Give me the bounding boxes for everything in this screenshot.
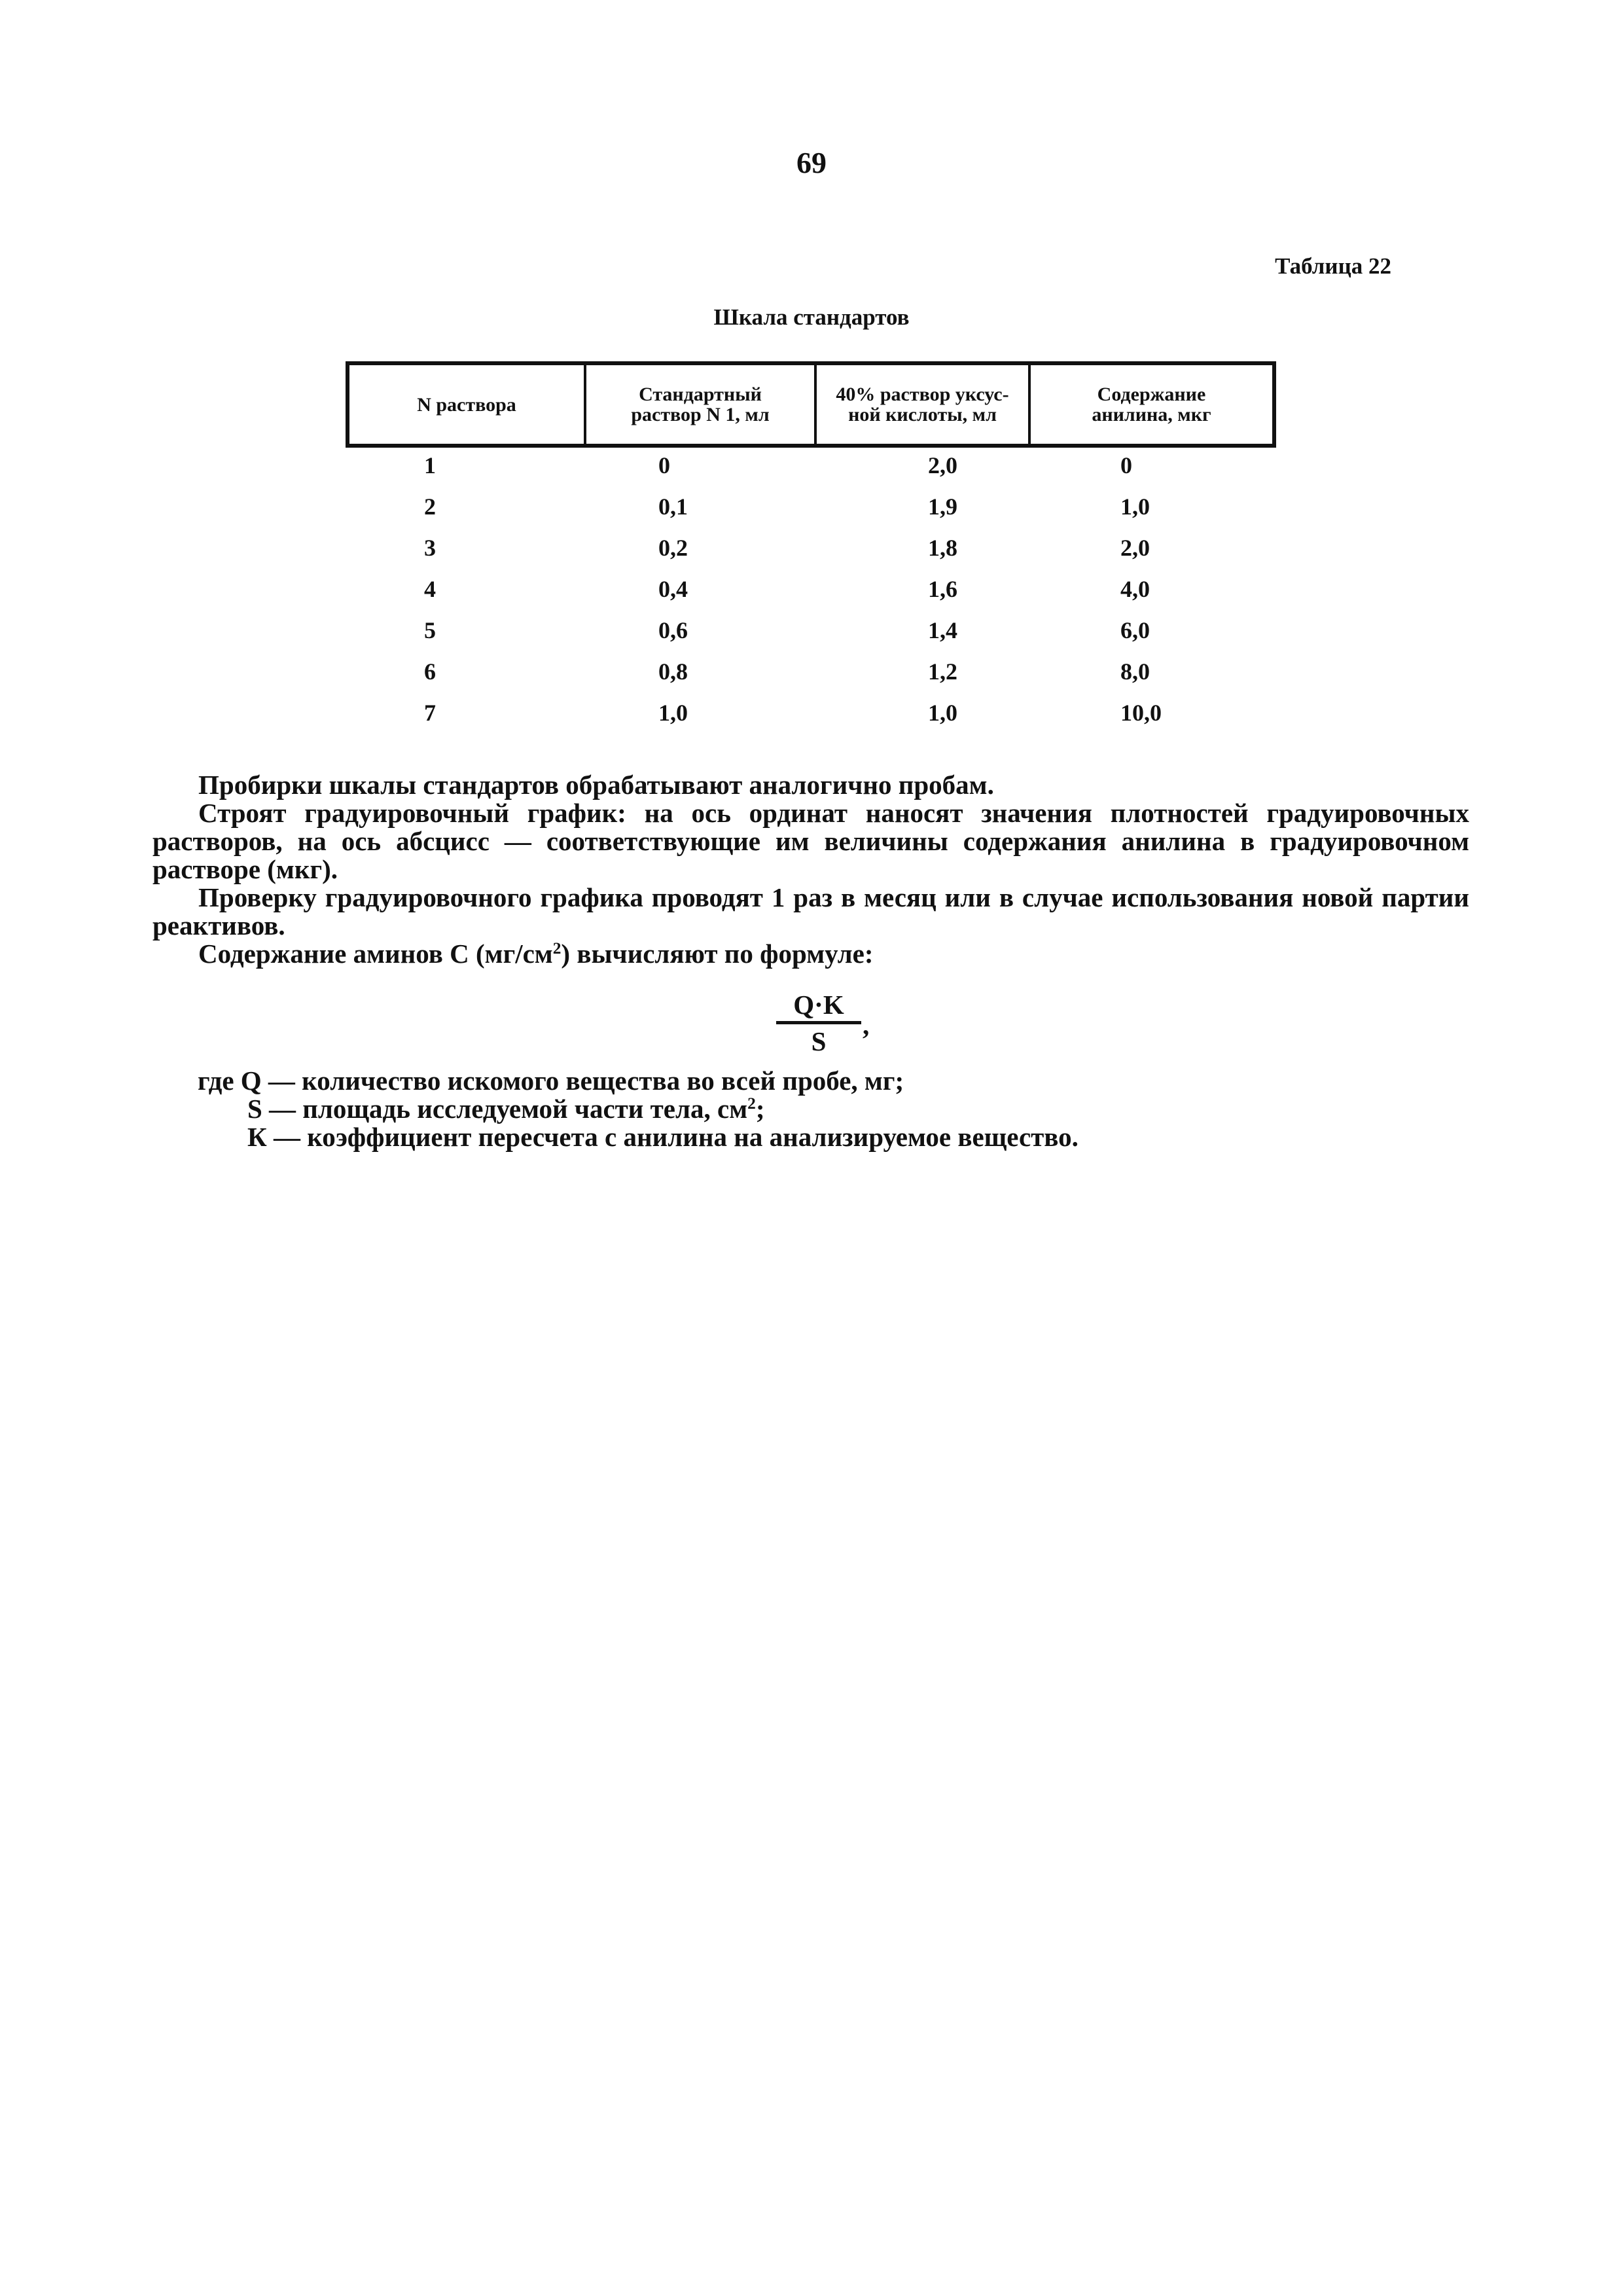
paragraph-standards-treated: Пробирки шкалы стандартов обрабатывают аналогично пробам.: [198, 770, 994, 800]
legend-s-end: ;: [755, 1094, 765, 1124]
header-acetic-acid: 40% раствор уксус- ной кислоты, мл: [817, 365, 1031, 444]
legend-q: где Q — количество искомого вещества во всей пробе, мг;: [198, 1066, 904, 1096]
cell-acid: 1,8: [928, 535, 957, 561]
cell-number: 3: [424, 535, 436, 561]
page-number: 69: [796, 146, 827, 179]
cell-acid: 2,0: [928, 452, 957, 478]
paragraph-calibration-line-1: Строят градуировочный график: на ось ординат наносят значения плотностей градуировочных: [198, 798, 1469, 828]
cell-acid: 1,9: [928, 493, 957, 520]
cell-standard: 0,2: [658, 535, 688, 561]
cell-aniline: 2,0: [1120, 535, 1150, 561]
paragraph-verification-line-1: Проверку градуировочного графика проводят 1 раз в месяц или в случае использования новой партии: [198, 882, 1469, 912]
superscript: 2: [747, 1094, 756, 1113]
header-aniline-content: Содержание анилина, мкг: [1092, 384, 1211, 425]
cell-number: 4: [424, 576, 436, 602]
cell-standard: 0,8: [658, 658, 688, 685]
paragraph-calibration-line-2: растворов, на ось абсцисс — соответствующие им величины содержания анилина в градуировочном: [152, 826, 1469, 856]
formula-numerator: Q·K: [776, 988, 861, 1024]
paragraph-calibration-line-3: растворе (мкг).: [152, 854, 338, 884]
cell-standard: 0: [658, 452, 670, 478]
cell-standard: 0,1: [658, 493, 688, 520]
header-standard-solution: Стандартный раствор N 1, мл: [586, 365, 817, 444]
legend-k: К — коэффициент пересчета с анилина на анализируемое вещество.: [247, 1122, 1079, 1152]
cell-aniline: 10,0: [1120, 700, 1162, 726]
cell-aniline: 8,0: [1120, 658, 1150, 685]
table-header: [346, 361, 1276, 448]
cell-aniline: 6,0: [1120, 617, 1150, 643]
cell-number: 5: [424, 617, 436, 643]
formula-denominator: S: [811, 1026, 827, 1056]
cell-standard: 0,6: [658, 617, 688, 643]
cell-acid: 1,6: [928, 576, 957, 602]
table-label: Таблица 22: [1275, 253, 1391, 279]
paragraph-formula-intro: [152, 938, 1469, 969]
cell-aniline: 1,0: [1120, 493, 1150, 520]
cell-aniline: 0: [1120, 452, 1132, 478]
formula-fraction: [776, 988, 861, 1058]
cell-acid: 1,0: [928, 700, 957, 726]
legend-s: [247, 1093, 1564, 1124]
cell-standard: 0,4: [658, 576, 688, 602]
header-solution-number: N раствора: [349, 365, 586, 444]
cell-number: 7: [424, 700, 436, 726]
cell-number: 1: [424, 452, 436, 478]
table-title: Шкала стандартов: [713, 304, 910, 330]
formula-comma: ,: [863, 1010, 870, 1040]
cell-aniline: 4,0: [1120, 576, 1150, 602]
cell-acid: 1,4: [928, 617, 957, 643]
formula-intro-text-end: ) вычисляют по формуле:: [561, 939, 874, 969]
legend-s-text: S — площадь исследуемой части тела, см: [247, 1094, 748, 1124]
cell-number: 2: [424, 493, 436, 520]
paragraph-verification-line-2: реактивов.: [152, 910, 285, 941]
cell-standard: 1,0: [658, 700, 688, 726]
cell-acid: 1,2: [928, 658, 957, 685]
superscript: 2: [552, 939, 562, 958]
formula-intro-text: Содержание аминов С (мг/см: [198, 939, 553, 969]
cell-number: 6: [424, 658, 436, 685]
